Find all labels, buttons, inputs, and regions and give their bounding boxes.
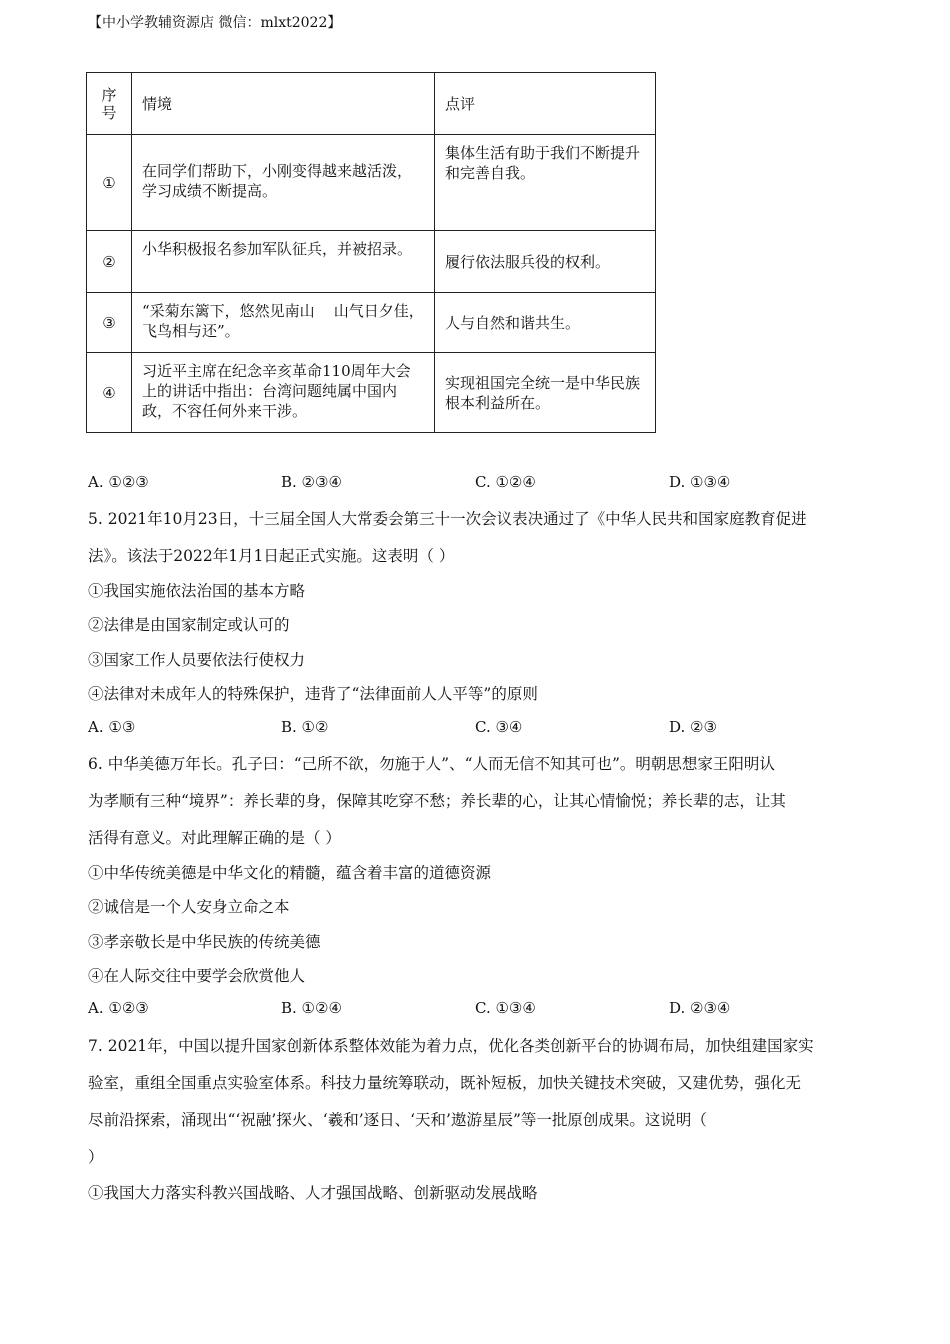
q5-item-2: ②法律是由国家制定或认可的 bbox=[88, 616, 290, 634]
q7-stem-line-3: 尽前沿探索，涌现出“‘祝融’探火、‘羲和’逐日、‘天和’遨游星辰”等一批原创成果。这说明（ bbox=[88, 1111, 707, 1129]
q7-stem-line-2: 验室，重组全国重点实验室体系。科技力量统筹联动，既补短板，加快关键技术突破，又建优势，强化无 bbox=[88, 1074, 802, 1092]
header-comment: 点评 bbox=[435, 73, 656, 135]
option-a[interactable]: A. ①③ bbox=[88, 718, 136, 736]
q5-stem-line-2: 法》。该法于2022年1月1日起正式实施。这表明（ ） bbox=[88, 547, 455, 565]
option-c[interactable]: C. ③④ bbox=[475, 718, 523, 736]
row-comment: 人与自然和谐共生。 bbox=[435, 293, 656, 353]
q5-item-1: ①我国实施依法治国的基本方略 bbox=[88, 582, 306, 600]
q5-stem-line-1: 5. 2021年10月23日，十三届全国人大常委会第三十一次会议表决通过了《中华人民共和国家庭教育促进 bbox=[88, 510, 807, 528]
table-header-row bbox=[87, 73, 656, 135]
table-row bbox=[87, 135, 656, 231]
option-a[interactable]: A. ①②③ bbox=[88, 999, 149, 1017]
row-situation: 小华积极报名参加军队征兵，并被招录。 bbox=[132, 231, 435, 293]
option-c[interactable]: C. ①③④ bbox=[475, 999, 536, 1017]
q6-stem-line-1: 6. 中华美德万年长。孔子曰：“己所不欲，勿施于人”、“人而无信不知其可也”。明朝思想家王阳明认 bbox=[88, 755, 775, 773]
row-number: ④ bbox=[87, 353, 132, 433]
page-header: 【中小学教辅资源店 微信：mlxt2022】 bbox=[88, 15, 342, 31]
option-b[interactable]: B. ①② bbox=[281, 718, 329, 736]
q7-stem-line-4: ） bbox=[88, 1148, 104, 1166]
row-comment: 实现祖国完全统一是中华民族根本利益所在。 bbox=[435, 353, 656, 433]
row-situation: 习近平主席在纪念辛亥革命110周年大会上的讲话中指出：台湾问题纯属中国内政，不容任何外来干涉。 bbox=[132, 353, 435, 433]
option-c[interactable]: C. ①②④ bbox=[475, 473, 536, 491]
q7-item-1: ①我国大力落实科教兴国战略、人才强国战略、创新驱动发展战略 bbox=[88, 1184, 538, 1202]
header-number-label: 序号 bbox=[101, 85, 117, 122]
option-a[interactable]: A. ①②③ bbox=[88, 473, 149, 491]
q6-item-1: ①中华传统美德是中华文化的精髓，蕴含着丰富的道德资源 bbox=[88, 864, 492, 882]
q6-item-4: ④在人际交往中要学会欣赏他人 bbox=[88, 967, 306, 985]
row-comment: 集体生活有助于我们不断提升和完善自我。 bbox=[435, 135, 656, 231]
q5-item-3: ③国家工作人员要依法行使权力 bbox=[88, 651, 306, 669]
table-row bbox=[87, 353, 656, 433]
q6-stem-line-3: 活得有意义。对此理解正确的是（ ） bbox=[88, 829, 341, 847]
q6-stem-line-2: 为孝顺有三种“境界”：养长辈的身，保障其吃穿不愁；养长辈的心，让其心情愉悦；养长辈的志，让其 bbox=[88, 792, 786, 810]
situation-table bbox=[86, 72, 656, 433]
q6-item-2: ②诚信是一个人安身立命之本 bbox=[88, 898, 290, 916]
row-situation: “采菊东篱下，悠然见南山 山气日夕佳，飞鸟相与还”。 bbox=[132, 293, 435, 353]
row-situation bbox=[132, 135, 435, 231]
table-row bbox=[87, 231, 656, 293]
row-number: ② bbox=[87, 231, 132, 293]
q5-item-4: ④法律对未成年人的特殊保护，违背了“法律面前人人平等”的原则 bbox=[88, 685, 538, 703]
row-situation-text: 在同学们帮助下，小刚变得越来越活泼，学习成绩不断提高。 bbox=[142, 162, 413, 200]
header-number bbox=[87, 73, 132, 135]
option-b[interactable]: B. ②③④ bbox=[281, 473, 342, 491]
q4-options bbox=[88, 473, 868, 495]
row-number: ① bbox=[87, 135, 132, 231]
q6-options bbox=[88, 999, 868, 1021]
header-situation: 情境 bbox=[132, 73, 435, 135]
q6-item-3: ③孝亲敬长是中华民族的传统美德 bbox=[88, 933, 321, 951]
row-number: ③ bbox=[87, 293, 132, 353]
option-d[interactable]: D. ①③④ bbox=[669, 473, 731, 491]
option-b[interactable]: B. ①②④ bbox=[281, 999, 342, 1017]
q5-options bbox=[88, 718, 868, 740]
table-row bbox=[87, 293, 656, 353]
row-comment: 履行依法服兵役的权利。 bbox=[435, 231, 656, 293]
option-d[interactable]: D. ②③ bbox=[669, 718, 717, 736]
option-d[interactable]: D. ②③④ bbox=[669, 999, 731, 1017]
q7-stem-line-1: 7. 2021年，中国以提升国家创新体系整体效能为着力点，优化各类创新平台的协调布局，加快组建国家实 bbox=[88, 1037, 814, 1055]
